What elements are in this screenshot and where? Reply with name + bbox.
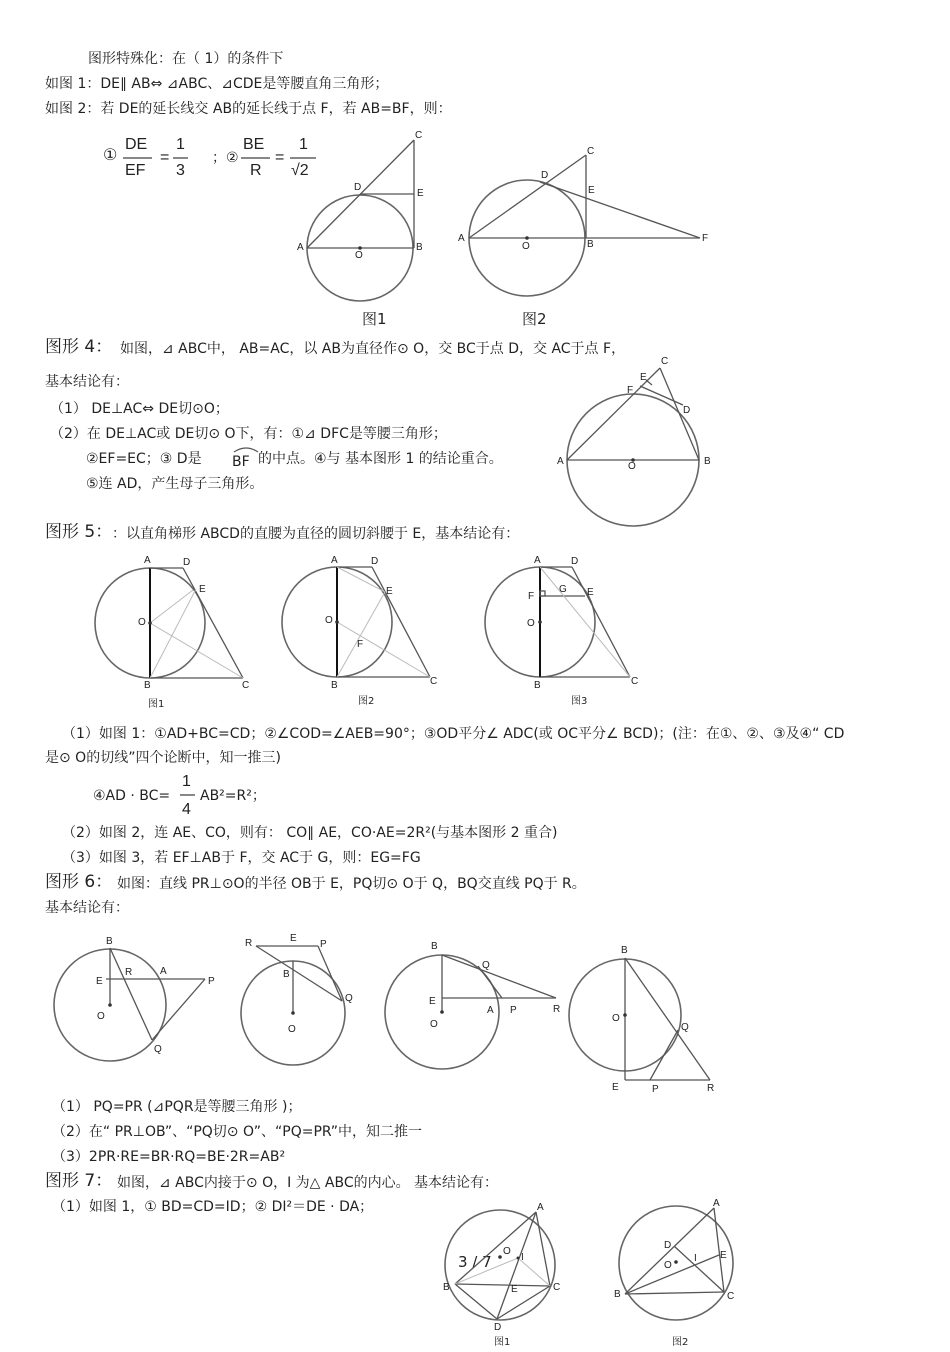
section5-c4-num: 1 [182, 773, 191, 790]
section4-title: 图形 4： [45, 337, 113, 357]
svg-text:E: E [290, 933, 297, 944]
s6-figure-4 [569, 945, 714, 1095]
svg-text:B: B [144, 680, 151, 691]
section6-text: 如图：直线 PR⊥⊙O的半径 OB于 E，PQ切⊙ O于 Q，BQ交直线 PQ于 R。 [117, 876, 586, 892]
svg-text:A: A [537, 1202, 544, 1213]
section5-c1: （1）如图 1：①AD+BC=CD；②∠COD=∠AEB=90°；③OD平分∠ ADC(或 OC平分∠ BCD)；(注：在①、②、③及④“ CD [62, 726, 845, 742]
svg-text:F: F [528, 591, 535, 602]
svg-text:B: B [283, 969, 290, 980]
svg-text:P: P [320, 939, 327, 950]
svg-text:B: B [614, 1289, 621, 1300]
s5-caption-2: 图2 [358, 696, 375, 707]
svg-text:F: F [627, 385, 634, 396]
fig2-text: 如图 2：若 DE的延长线交 AB的延长线于点 F，若 AB=BF，则： [45, 101, 452, 117]
svg-text:A: A [534, 555, 541, 566]
ratio-2-eq: = [275, 149, 285, 166]
section4-basic: 基本结论有： [45, 374, 129, 390]
arc-bf-mark [234, 448, 258, 452]
svg-text:B: B [331, 680, 338, 691]
ratio-2-vden: √2 [291, 162, 309, 179]
svg-text:O: O [355, 250, 363, 261]
ratio-1-mark: ① [103, 147, 118, 164]
svg-text:O: O [430, 1019, 438, 1030]
svg-text:P: P [208, 976, 215, 987]
svg-text:D: D [494, 1322, 502, 1333]
svg-text:E: E [612, 1082, 619, 1093]
svg-text:Q: Q [154, 1044, 162, 1055]
s7-caption-1: 图1 [494, 1337, 511, 1348]
section7-text: 如图，⊿ ABC内接于⊙ O，I 为△ ABC的内心。 基本结论有： [117, 1175, 499, 1191]
svg-text:D: D [664, 1240, 672, 1251]
svg-text:B: B [621, 945, 628, 956]
svg-text:P: P [510, 1005, 517, 1016]
svg-text:R: R [553, 1004, 561, 1015]
svg-text:Q: Q [681, 1022, 689, 1033]
svg-text:O: O [288, 1024, 296, 1035]
s5-figure-3 [485, 555, 638, 691]
section5-text: ：以直角梯形 ABCD的直腰为直径的圆切斜腰于 E，基本结论有： [112, 526, 520, 542]
svg-text:E: E [199, 584, 206, 595]
svg-text:O: O [503, 1246, 511, 1257]
s5-caption-1: 图1 [148, 699, 165, 710]
section5-c2: （2）如图 2，连 AE、CO，则有： CO∥ AE，CO·AE=2R²(与基本图形 2 重合) [62, 825, 558, 841]
svg-text:Q: Q [345, 993, 353, 1004]
svg-text:E: E [587, 587, 594, 598]
svg-text:D: D [541, 170, 549, 181]
svg-text:Q: Q [482, 960, 490, 971]
svg-text:O: O [97, 1011, 105, 1022]
svg-text:A: A [160, 966, 167, 977]
ratio-1-vnum: 1 [176, 136, 185, 153]
section6-title: 图形 6： [45, 872, 113, 892]
s7-figure-1 [443, 1202, 560, 1333]
section5-c4-den: 4 [182, 801, 191, 818]
svg-text:I: I [694, 1253, 697, 1264]
figure-4 [557, 356, 711, 526]
section5-c4-mark: ④AD · BC= [93, 788, 171, 804]
svg-text:E: E [429, 996, 436, 1007]
svg-text:E: E [386, 586, 393, 597]
svg-text:R: R [125, 967, 133, 978]
svg-text:D: D [683, 405, 691, 416]
svg-text:A: A [557, 456, 564, 467]
svg-text:A: A [144, 555, 151, 566]
svg-text:C: C [415, 130, 423, 141]
section5-c3: （3）如图 3，若 EF⊥AB于 F，交 AC于 G，则：EG=FG [62, 850, 421, 866]
svg-text:C: C [631, 676, 639, 687]
svg-text:F: F [357, 639, 364, 650]
svg-text:E: E [588, 185, 595, 196]
svg-text:O: O [325, 615, 333, 626]
section5-c1b: 是⊙ O的切线”四个论断中，知一推三) [45, 750, 281, 766]
section4-c3a: ②EF=EC；③ D是 [86, 451, 202, 467]
formula-fraction-bars [123, 158, 316, 795]
svg-text:F: F [702, 233, 709, 244]
svg-text:P: P [652, 1084, 659, 1095]
svg-text:B: B [534, 680, 541, 691]
section4-c3b: 的中点。④与 基本图形 1 的结论重合。 [258, 451, 503, 467]
section4-c2: （2）在 DE⊥AC或 DE切⊙ O下，有：①⊿ DFC是等腰三角形； [50, 426, 447, 442]
ratio-sep: ；② [212, 150, 239, 166]
s7-figure-2 [614, 1198, 734, 1320]
svg-text:C: C [727, 1291, 735, 1302]
section4-text: 如图，⊿ ABC中， AB=AC，以 AB为直径作⊙ O，交 BC于点 D，交 AC于点 F， [120, 341, 626, 357]
svg-text:R: R [707, 1083, 715, 1094]
section4-c4: ⑤连 AD，产生母子三角形。 [86, 476, 264, 492]
ratio-2-den: R [250, 162, 262, 179]
svg-text:E: E [417, 188, 424, 199]
section4-c1: （1） DE⊥AC⇔ DE切⊙O； [50, 401, 229, 417]
svg-text:E: E [511, 1284, 518, 1295]
ratio-2-vnum: 1 [299, 136, 308, 153]
section6-c3: （3）2PR·RE=BR·RQ=BE·2R=AB² [52, 1149, 286, 1165]
section6-c2: （2）在“ PR⊥OB”、“PQ切⊙ O”、“PQ=PR”中，知二推一 [52, 1124, 422, 1140]
intro-figure-2 [458, 146, 708, 296]
svg-text:G: G [559, 584, 567, 595]
special-heading: 图形特殊化：在（ 1）的条件下 [88, 51, 284, 67]
svg-text:O: O [138, 617, 146, 628]
s5-figure-2 [282, 555, 437, 691]
svg-text:E: E [640, 372, 647, 383]
svg-text:O: O [527, 618, 535, 629]
svg-text:D: D [354, 182, 362, 193]
ratio-1-vden: 3 [176, 162, 185, 179]
fig1-caption: 图1 [362, 310, 387, 328]
svg-text:B: B [704, 456, 711, 467]
svg-text:B: B [443, 1282, 450, 1293]
section6-c1: （1） PQ=PR (⊿PQR是等腰三角形 )； [52, 1099, 302, 1115]
svg-text:B: B [587, 239, 594, 250]
fig1-text: 如图 1：DE∥ AB⇔ ⊿ABC、⊿CDE是等腰直角三角形； [45, 76, 389, 92]
ratio-2-num: BE [243, 136, 265, 153]
s6-figure-3 [385, 941, 560, 1069]
svg-text:C: C [553, 1282, 561, 1293]
s6-figure-2 [241, 933, 353, 1065]
ratio-1-eq: = [160, 149, 170, 166]
page-number: 3 / 7 [458, 1253, 492, 1271]
svg-text:O: O [522, 241, 530, 252]
svg-text:R: R [245, 938, 253, 949]
svg-text:D: D [183, 557, 191, 568]
svg-text:D: D [571, 556, 579, 567]
s5-figure-1 [95, 555, 249, 691]
svg-text:I: I [521, 1252, 524, 1263]
s6-figure-1 [54, 936, 215, 1061]
fig2-caption: 图2 [522, 310, 547, 328]
svg-text:B: B [416, 242, 423, 253]
s5-caption-3: 图3 [571, 696, 588, 707]
section7-c1: （1）如图 1，① BD=CD=ID；② DI²＝DE · DA； [52, 1199, 374, 1215]
svg-text:C: C [242, 680, 250, 691]
svg-text:B: B [106, 936, 113, 947]
ratio-1-den: EF [125, 162, 146, 179]
svg-text:A: A [297, 242, 304, 253]
svg-text:O: O [628, 461, 636, 472]
svg-text:O: O [664, 1260, 672, 1271]
svg-text:E: E [720, 1250, 727, 1261]
svg-text:O: O [612, 1013, 620, 1024]
ratio-1-num: DE [125, 136, 148, 153]
section5-title: 图形 5： [45, 522, 113, 542]
svg-text:C: C [661, 356, 669, 367]
section4-c3arc: BF [232, 454, 250, 470]
svg-text:A: A [331, 555, 338, 566]
section6-basic: 基本结论有： [45, 900, 129, 916]
intro-figure-1 [297, 130, 424, 301]
svg-text:C: C [587, 146, 595, 157]
section5-c4-tail: AB²=R²； [200, 788, 266, 804]
svg-text:C: C [430, 676, 438, 687]
s7-caption-2: 图2 [672, 1337, 689, 1348]
svg-text:E: E [96, 976, 103, 987]
svg-text:A: A [458, 233, 465, 244]
svg-text:D: D [371, 556, 379, 567]
svg-text:A: A [487, 1005, 494, 1016]
section7-title: 图形 7： [45, 1171, 113, 1191]
svg-text:A: A [713, 1198, 720, 1209]
svg-text:B: B [431, 941, 438, 952]
